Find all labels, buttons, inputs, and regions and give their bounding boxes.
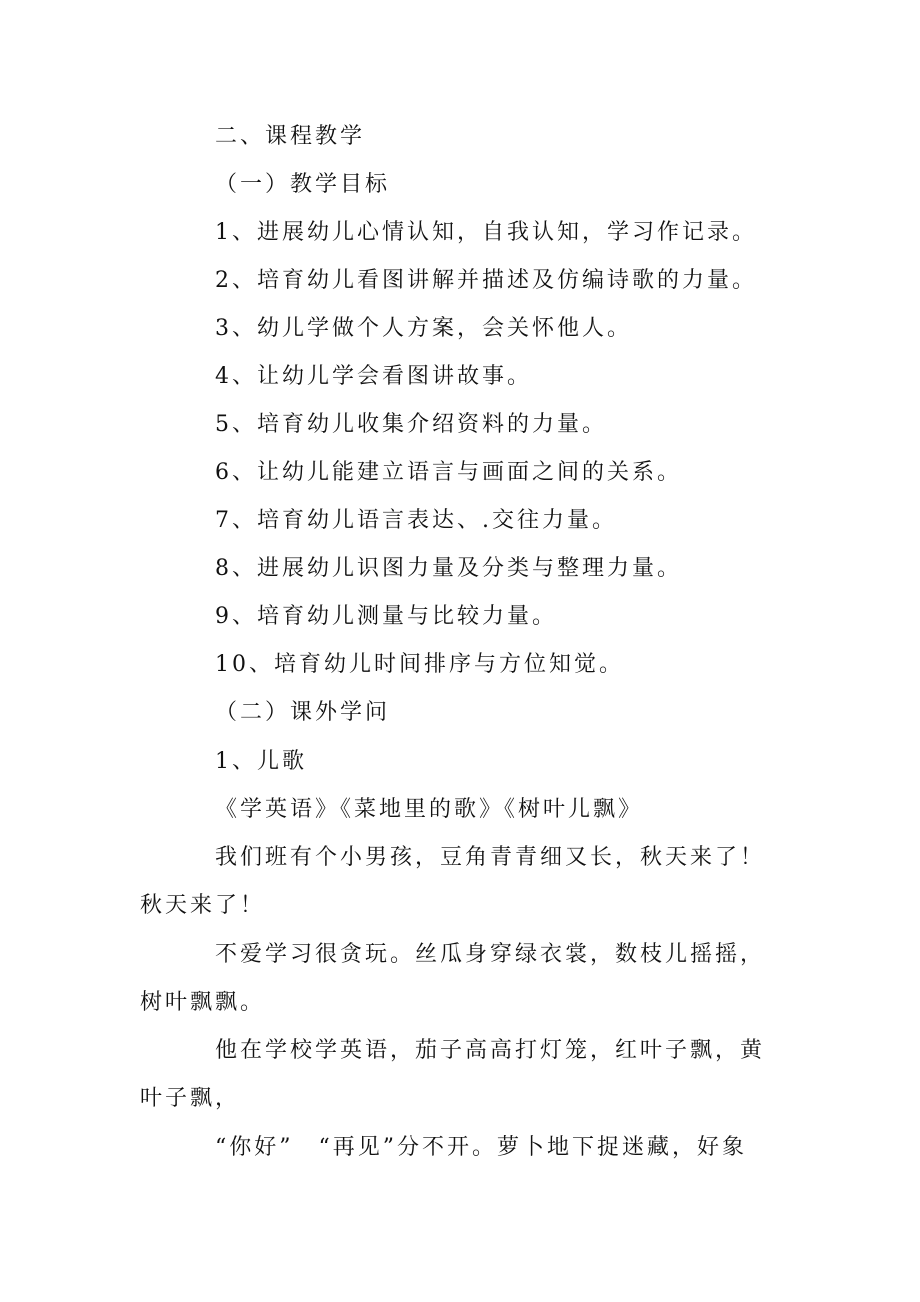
poem-line-continuation: 叶子飘， — [140, 1086, 241, 1111]
goal-item: 1、进展幼儿心情认知，自我认知，学习作记录。 — [215, 220, 757, 245]
song-titles: 《学英语》《菜地里的歌》《树叶儿飘》 — [215, 797, 644, 822]
poem-line: 不爱学习很贪玩。丝瓜身穿绿衣裳，数枝儿摇摇， — [215, 942, 766, 967]
goal-item: 10、培育幼儿时间排序与方位知觉。 — [215, 652, 624, 677]
goal-item: 4、让幼儿学会看图讲故事。 — [215, 364, 532, 389]
poem-line: 我们班有个小男孩，豆角青青细又长，秋天来了！ — [215, 845, 766, 870]
poem-line-continuation: 树叶飘飘。 — [140, 990, 266, 1015]
goal-item: 8、进展幼儿识图力量及分类与整理力量。 — [215, 556, 682, 581]
goal-item: 7、培育幼儿语言表达、.交往力量。 — [215, 508, 617, 533]
goal-item: 5、培育幼儿收集介绍资料的力量。 — [215, 412, 607, 437]
nursery-rhyme-heading: 1、儿歌 — [215, 749, 307, 774]
subsection-title-goals: （一）教学目标 — [215, 172, 391, 197]
goal-item: 2、培育幼儿看图讲解并描述及仿编诗歌的力量。 — [215, 268, 757, 293]
goal-item: 6、让幼儿能建立语言与画面之间的关系。 — [215, 460, 682, 485]
poem-line: 他在学校学英语，茄子高高打灯笼，红叶子飘，黄 — [215, 1038, 766, 1063]
subsection-title-extracurricular: （二）课外学问 — [215, 700, 391, 725]
goal-item: 9、培育幼儿测量与比较力量。 — [215, 604, 557, 629]
poem-line-continuation: 秋天来了！ — [140, 893, 266, 918]
goal-item: 3、幼儿学做个人方案，会关怀他人。 — [215, 316, 632, 341]
poem-line: “你好” “再见”分不开。萝卜地下捉迷藏，好象 — [215, 1135, 747, 1160]
section-heading: 二、课程教学 — [215, 124, 366, 149]
